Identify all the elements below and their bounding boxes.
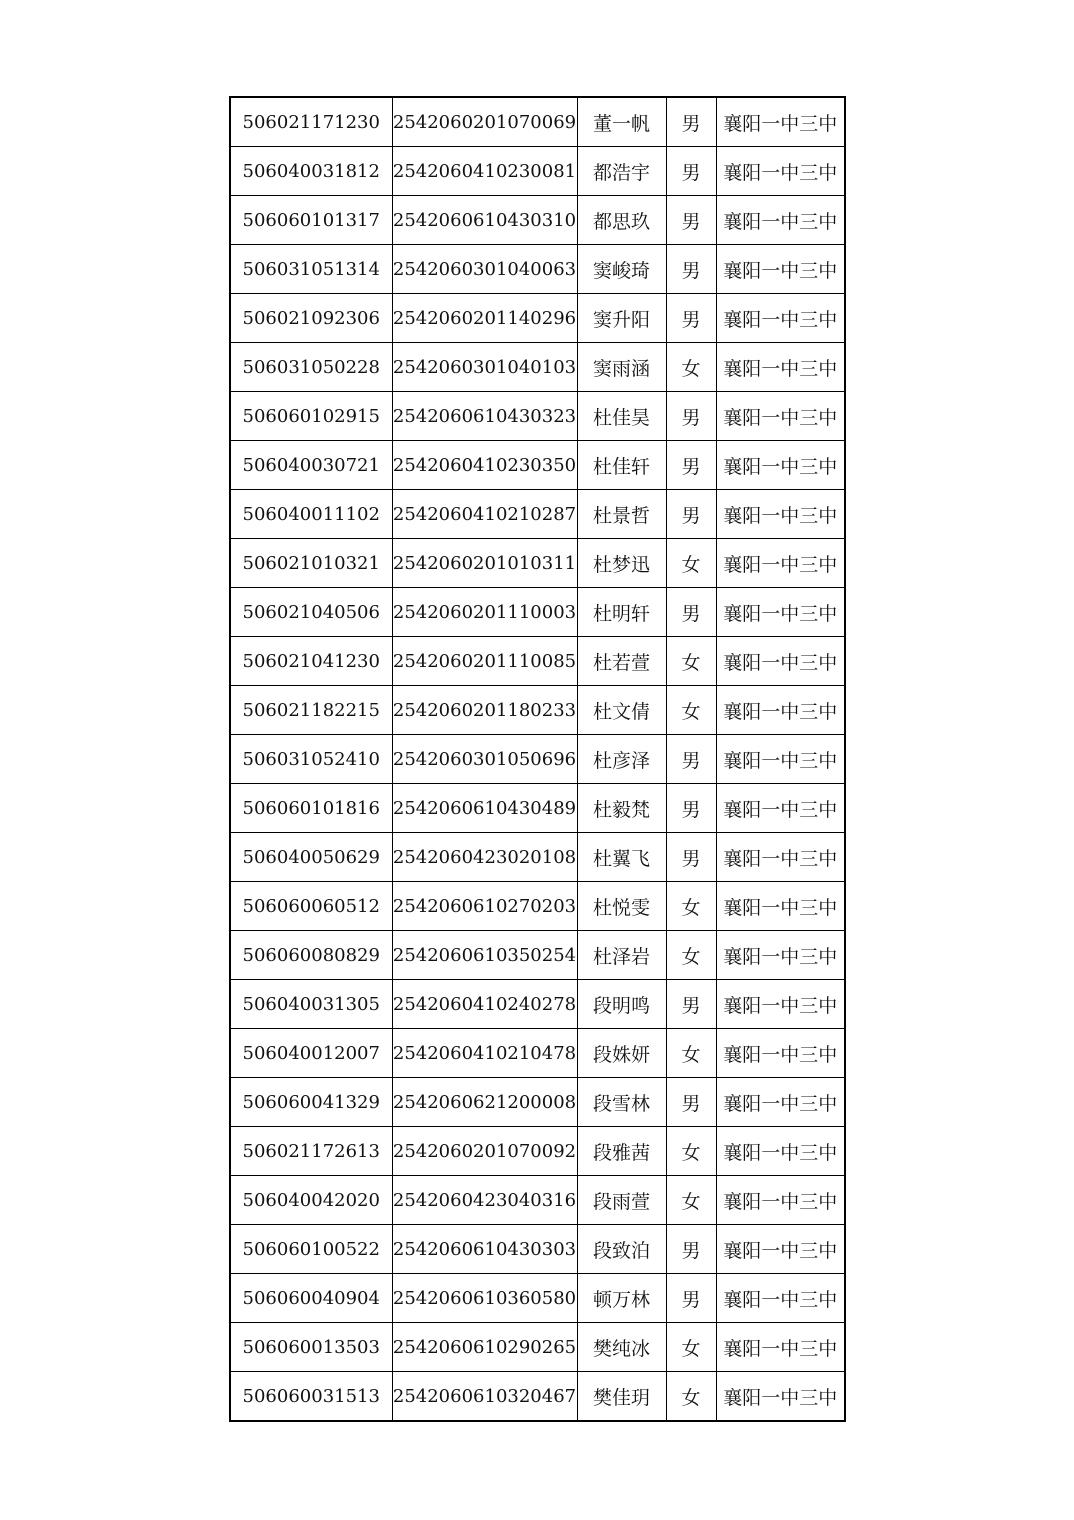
gender-cell: 女 <box>666 343 716 392</box>
student-name-cell: 杜悦雯 <box>577 882 666 931</box>
exam-number-cell: 506060013503 <box>230 1323 392 1372</box>
school-cell: 襄阳一中三中 <box>716 1029 845 1078</box>
school-cell: 襄阳一中三中 <box>716 1372 845 1422</box>
table-row <box>230 1274 845 1323</box>
school-cell: 襄阳一中三中 <box>716 637 845 686</box>
table-row <box>230 539 845 588</box>
table-row <box>230 588 845 637</box>
table-row <box>230 784 845 833</box>
registration-number-cell: 2542060423040316 <box>392 1176 577 1225</box>
exam-number-cell: 506060031513 <box>230 1372 392 1422</box>
registration-number-cell: 2542060410240278 <box>392 980 577 1029</box>
gender-cell: 男 <box>666 441 716 490</box>
student-name-cell: 段雪林 <box>577 1078 666 1127</box>
student-name-cell: 杜翼飞 <box>577 833 666 882</box>
table-row <box>230 1225 845 1274</box>
student-name-cell: 段致泊 <box>577 1225 666 1274</box>
student-name-cell: 董一帆 <box>577 97 666 147</box>
table-row <box>230 735 845 784</box>
exam-number-cell: 506060060512 <box>230 882 392 931</box>
gender-cell: 男 <box>666 980 716 1029</box>
gender-cell: 女 <box>666 1372 716 1422</box>
school-cell: 襄阳一中三中 <box>716 196 845 245</box>
exam-number-cell: 506060041329 <box>230 1078 392 1127</box>
exam-number-cell: 506031052410 <box>230 735 392 784</box>
exam-number-cell: 506040050629 <box>230 833 392 882</box>
school-cell: 襄阳一中三中 <box>716 882 845 931</box>
school-cell: 襄阳一中三中 <box>716 735 845 784</box>
gender-cell: 男 <box>666 196 716 245</box>
exam-number-cell: 506060040904 <box>230 1274 392 1323</box>
registration-number-cell: 2542060621200008 <box>392 1078 577 1127</box>
student-name-cell: 杜若萱 <box>577 637 666 686</box>
exam-number-cell: 506040031812 <box>230 147 392 196</box>
student-name-cell: 杜明轩 <box>577 588 666 637</box>
school-cell: 襄阳一中三中 <box>716 97 845 147</box>
school-cell: 襄阳一中三中 <box>716 1176 845 1225</box>
registration-number-cell: 2542060410230350 <box>392 441 577 490</box>
student-name-cell: 樊佳玥 <box>577 1372 666 1422</box>
student-name-cell: 段雨萱 <box>577 1176 666 1225</box>
gender-cell: 男 <box>666 588 716 637</box>
registration-number-cell: 2542060610430323 <box>392 392 577 441</box>
gender-cell: 男 <box>666 392 716 441</box>
table-row <box>230 490 845 539</box>
table-row <box>230 196 845 245</box>
exam-number-cell: 506060080829 <box>230 931 392 980</box>
student-name-cell: 窦雨涵 <box>577 343 666 392</box>
gender-cell: 女 <box>666 539 716 588</box>
exam-number-cell: 506060102915 <box>230 392 392 441</box>
exam-number-cell: 506040011102 <box>230 490 392 539</box>
school-cell: 襄阳一中三中 <box>716 490 845 539</box>
table-row <box>230 294 845 343</box>
gender-cell: 女 <box>666 931 716 980</box>
gender-cell: 女 <box>666 686 716 735</box>
student-name-cell: 都浩宇 <box>577 147 666 196</box>
school-cell: 襄阳一中三中 <box>716 1225 845 1274</box>
registration-number-cell: 2542060610430489 <box>392 784 577 833</box>
table-row <box>230 245 845 294</box>
school-cell: 襄阳一中三中 <box>716 980 845 1029</box>
gender-cell: 男 <box>666 1274 716 1323</box>
exam-number-cell: 506021040506 <box>230 588 392 637</box>
student-name-cell: 段雅茜 <box>577 1127 666 1176</box>
registration-number-cell: 2542060410210478 <box>392 1029 577 1078</box>
gender-cell: 男 <box>666 1078 716 1127</box>
table-row <box>230 833 845 882</box>
exam-number-cell: 506060101317 <box>230 196 392 245</box>
school-cell: 襄阳一中三中 <box>716 588 845 637</box>
school-cell: 襄阳一中三中 <box>716 686 845 735</box>
table-row <box>230 1029 845 1078</box>
exam-number-cell: 506031051314 <box>230 245 392 294</box>
exam-number-cell: 506040012007 <box>230 1029 392 1078</box>
registration-number-cell: 2542060201180233 <box>392 686 577 735</box>
registration-number-cell: 2542060610270203 <box>392 882 577 931</box>
registration-number-cell: 2542060610290265 <box>392 1323 577 1372</box>
gender-cell: 男 <box>666 294 716 343</box>
gender-cell: 女 <box>666 1176 716 1225</box>
table-row <box>230 1323 845 1372</box>
table-row <box>230 392 845 441</box>
registration-number-cell: 2542060410230081 <box>392 147 577 196</box>
table-row <box>230 1078 845 1127</box>
gender-cell: 男 <box>666 1225 716 1274</box>
table-row <box>230 1127 845 1176</box>
registration-number-cell: 2542060201140296 <box>392 294 577 343</box>
gender-cell: 女 <box>666 1323 716 1372</box>
registration-number-cell: 2542060201070069 <box>392 97 577 147</box>
student-name-cell: 杜佳昊 <box>577 392 666 441</box>
school-cell: 襄阳一中三中 <box>716 245 845 294</box>
gender-cell: 女 <box>666 1029 716 1078</box>
school-cell: 襄阳一中三中 <box>716 931 845 980</box>
registration-number-cell: 2542060201110085 <box>392 637 577 686</box>
gender-cell: 女 <box>666 637 716 686</box>
school-cell: 襄阳一中三中 <box>716 784 845 833</box>
school-cell: 襄阳一中三中 <box>716 147 845 196</box>
student-name-cell: 樊纯冰 <box>577 1323 666 1372</box>
registration-number-cell: 2542060301040063 <box>392 245 577 294</box>
student-name-cell: 杜梦迅 <box>577 539 666 588</box>
exam-number-cell: 506021092306 <box>230 294 392 343</box>
gender-cell: 女 <box>666 1127 716 1176</box>
student-name-cell: 窦升阳 <box>577 294 666 343</box>
registration-number-cell: 2542060610350254 <box>392 931 577 980</box>
school-cell: 襄阳一中三中 <box>716 441 845 490</box>
table-row <box>230 637 845 686</box>
student-name-cell: 窦峻琦 <box>577 245 666 294</box>
registration-number-cell: 2542060610430303 <box>392 1225 577 1274</box>
student-name-cell: 段姝妍 <box>577 1029 666 1078</box>
registration-number-cell: 2542060423020108 <box>392 833 577 882</box>
registration-number-cell: 2542060301050696 <box>392 735 577 784</box>
exam-number-cell: 506060101816 <box>230 784 392 833</box>
exam-number-cell: 506021182215 <box>230 686 392 735</box>
student-name-cell: 都思玖 <box>577 196 666 245</box>
school-cell: 襄阳一中三中 <box>716 1274 845 1323</box>
table-row <box>230 1372 845 1422</box>
exam-number-cell: 506021171230 <box>230 97 392 147</box>
student-name-cell: 杜文倩 <box>577 686 666 735</box>
student-name-cell: 杜泽岩 <box>577 931 666 980</box>
student-name-cell: 段明鸣 <box>577 980 666 1029</box>
school-cell: 襄阳一中三中 <box>716 1323 845 1372</box>
student-roster-table <box>229 96 846 1422</box>
gender-cell: 男 <box>666 735 716 784</box>
school-cell: 襄阳一中三中 <box>716 539 845 588</box>
table-row <box>230 441 845 490</box>
table-row <box>230 931 845 980</box>
exam-number-cell: 506031050228 <box>230 343 392 392</box>
roster-body <box>230 97 845 1421</box>
registration-number-cell: 2542060201070092 <box>392 1127 577 1176</box>
exam-number-cell: 506021041230 <box>230 637 392 686</box>
registration-number-cell: 2542060610320467 <box>392 1372 577 1422</box>
registration-number-cell: 2542060610360580 <box>392 1274 577 1323</box>
registration-number-cell: 2542060410210287 <box>392 490 577 539</box>
registration-number-cell: 2542060201110003 <box>392 588 577 637</box>
exam-number-cell: 506021172613 <box>230 1127 392 1176</box>
table-row <box>230 686 845 735</box>
exam-number-cell: 506021010321 <box>230 539 392 588</box>
exam-number-cell: 506040030721 <box>230 441 392 490</box>
school-cell: 襄阳一中三中 <box>716 343 845 392</box>
school-cell: 襄阳一中三中 <box>716 1078 845 1127</box>
registration-number-cell: 2542060201010311 <box>392 539 577 588</box>
table-row <box>230 343 845 392</box>
table-row <box>230 882 845 931</box>
gender-cell: 男 <box>666 147 716 196</box>
exam-number-cell: 506040042020 <box>230 1176 392 1225</box>
school-cell: 襄阳一中三中 <box>716 833 845 882</box>
student-name-cell: 杜景哲 <box>577 490 666 539</box>
table-row <box>230 1176 845 1225</box>
gender-cell: 男 <box>666 245 716 294</box>
student-name-cell: 杜毅梵 <box>577 784 666 833</box>
table-row <box>230 980 845 1029</box>
registration-number-cell: 2542060301040103 <box>392 343 577 392</box>
school-cell: 襄阳一中三中 <box>716 1127 845 1176</box>
gender-cell: 男 <box>666 833 716 882</box>
gender-cell: 男 <box>666 784 716 833</box>
exam-number-cell: 506040031305 <box>230 980 392 1029</box>
gender-cell: 男 <box>666 490 716 539</box>
school-cell: 襄阳一中三中 <box>716 294 845 343</box>
exam-number-cell: 506060100522 <box>230 1225 392 1274</box>
gender-cell: 男 <box>666 97 716 147</box>
school-cell: 襄阳一中三中 <box>716 392 845 441</box>
student-name-cell: 顿万林 <box>577 1274 666 1323</box>
student-name-cell: 杜佳轩 <box>577 441 666 490</box>
student-name-cell: 杜彦泽 <box>577 735 666 784</box>
registration-number-cell: 2542060610430310 <box>392 196 577 245</box>
table-row <box>230 97 845 147</box>
table-row <box>230 147 845 196</box>
gender-cell: 女 <box>666 882 716 931</box>
